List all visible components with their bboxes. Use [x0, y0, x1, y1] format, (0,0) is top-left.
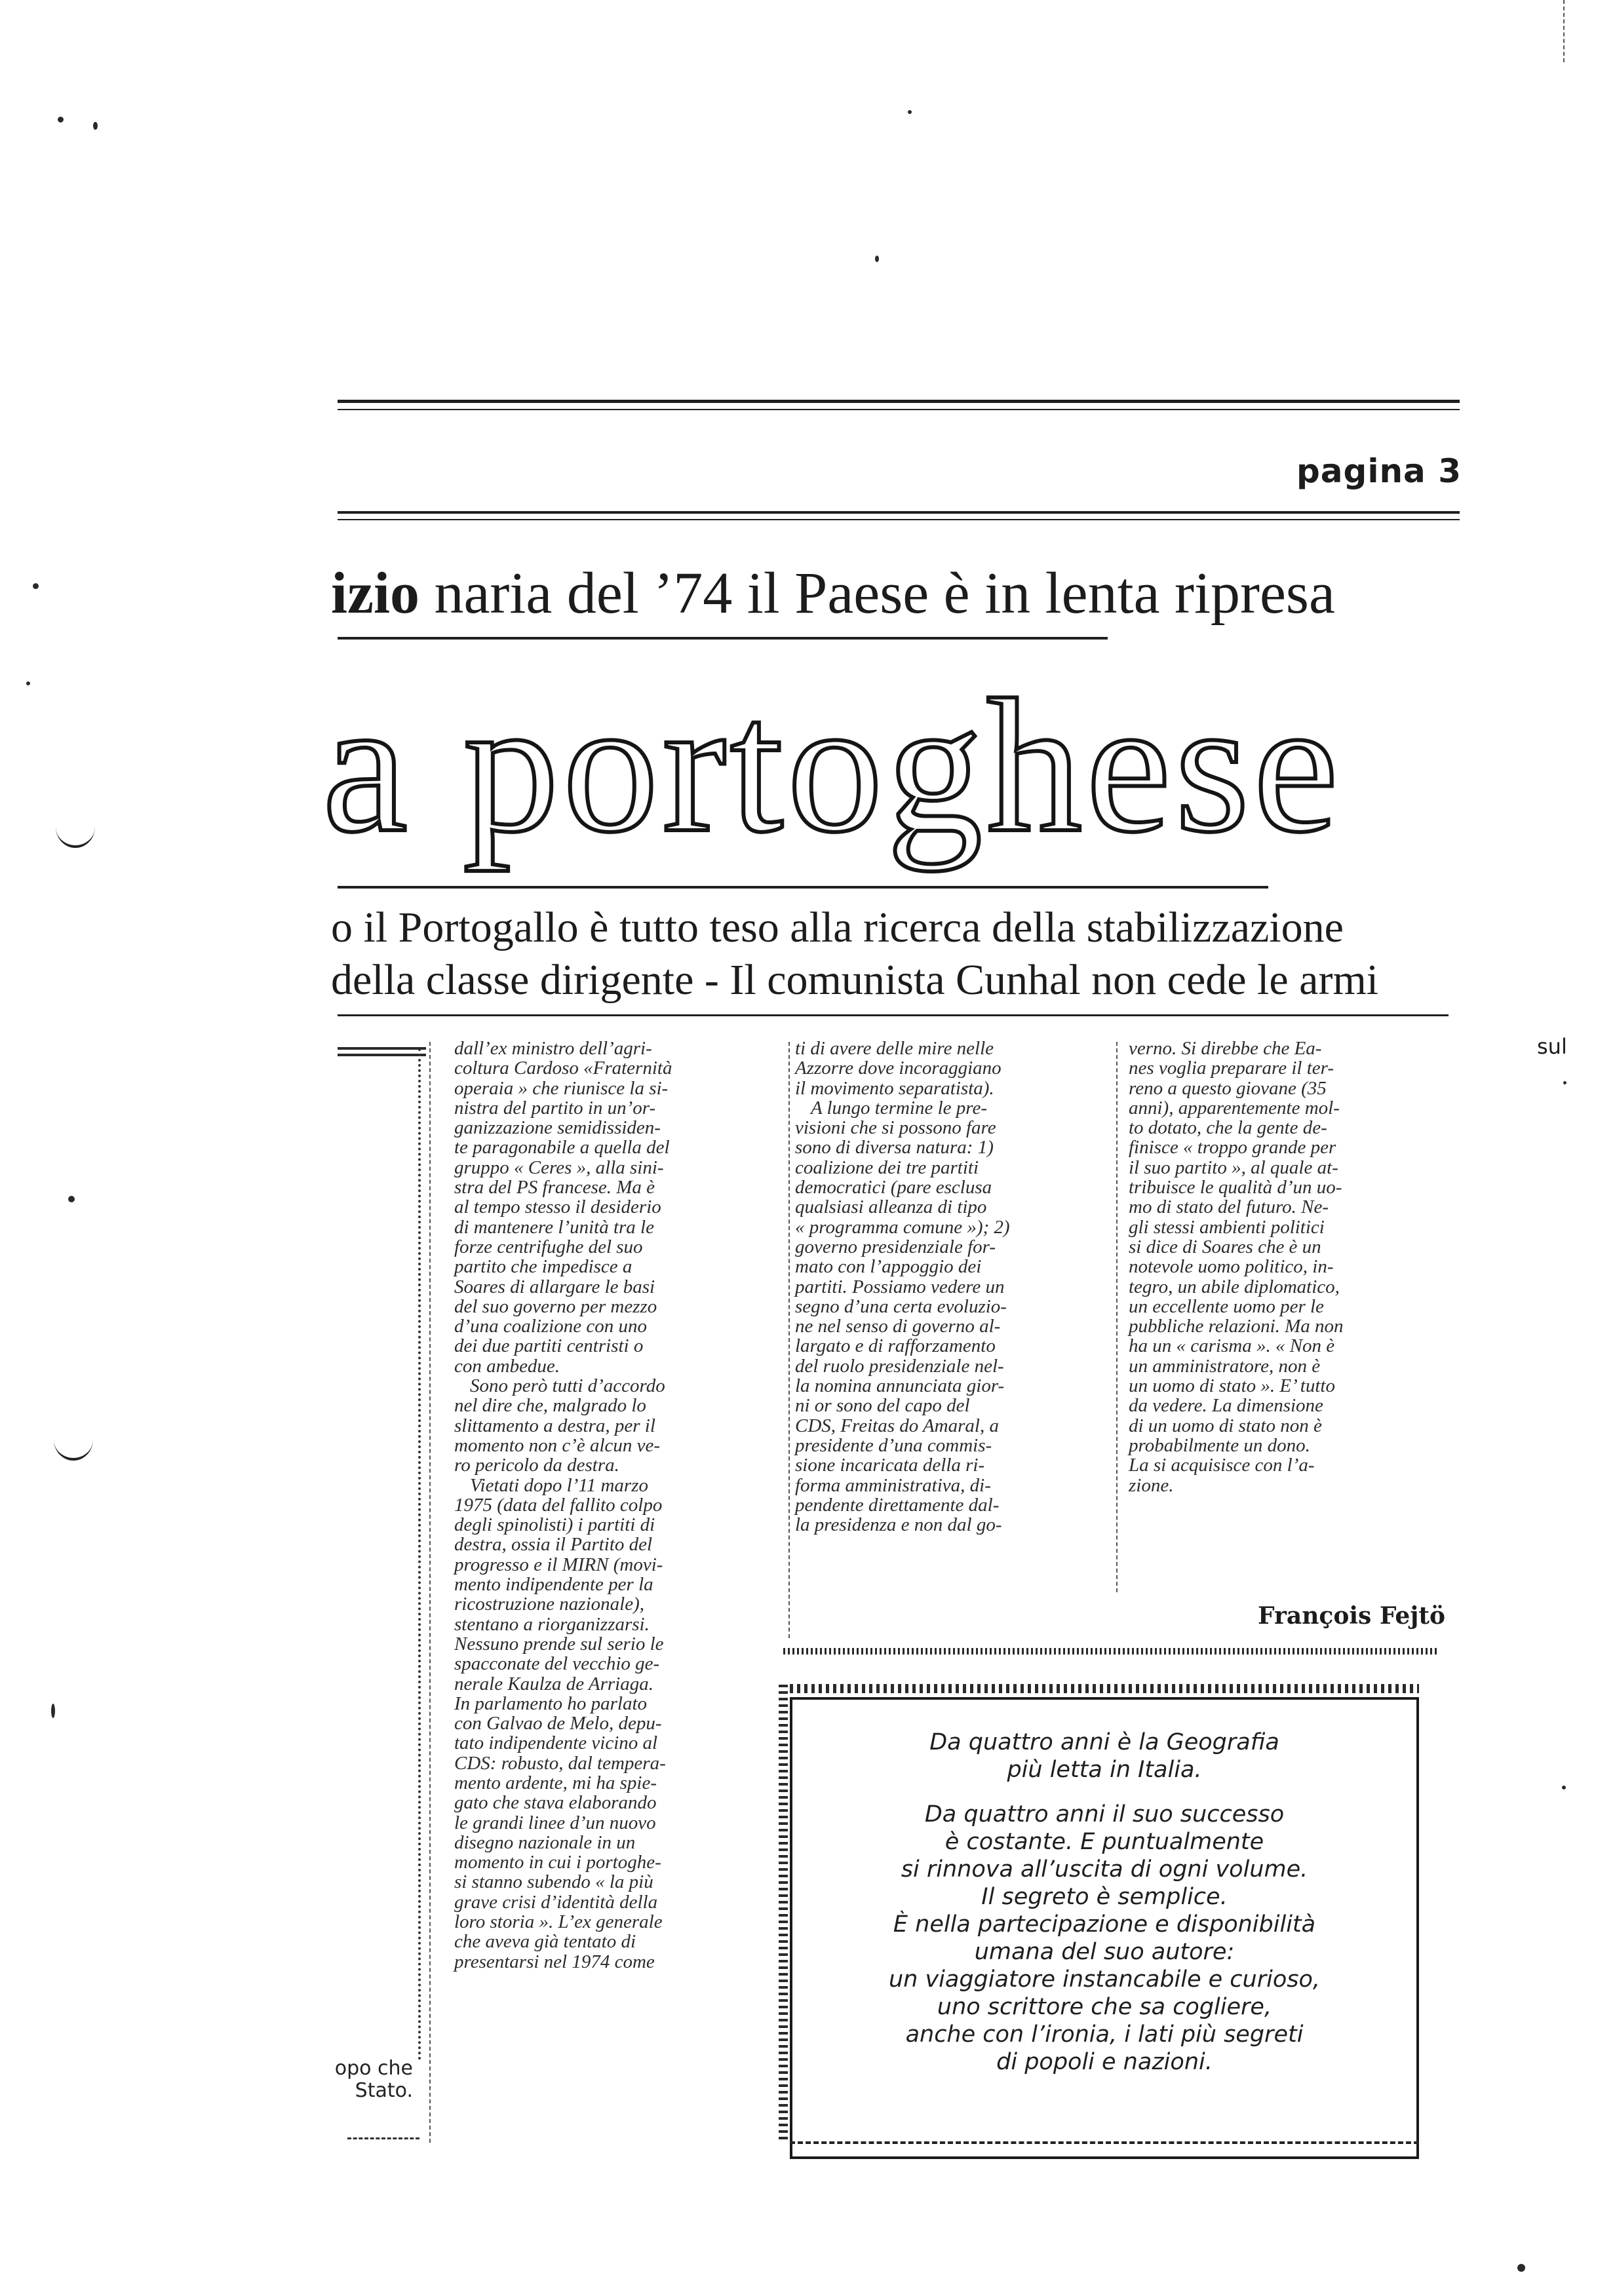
- text-line: A lungo termine le pre-: [811, 1097, 988, 1119]
- text-line: un uomo di stato ». E’ tutto: [1129, 1375, 1335, 1397]
- main-headline: a portoghese: [322, 660, 1342, 872]
- text-line: ganizzazione semidissiden-: [454, 1117, 661, 1139]
- text-line: In parlamento ho parlato: [454, 1693, 648, 1714]
- text-line: tribuisce le qualità d’un uo-: [1129, 1177, 1342, 1198]
- page-number-label: pagina 3: [1296, 452, 1462, 490]
- column-separator: [1116, 1042, 1118, 1592]
- text-line: nes voglia preparare il ter-: [1129, 1058, 1334, 1079]
- text-line: mato con l’appoggio dei: [795, 1256, 982, 1278]
- text-line: nel dire che, malgrado lo: [454, 1395, 646, 1417]
- text-line: verno. Si direbbe che Ea-: [1129, 1038, 1322, 1059]
- scan-speck: [33, 583, 39, 589]
- scan-speck: [51, 1704, 55, 1718]
- ad-line: Da quattro anni il suo successo: [924, 1801, 1285, 1827]
- text-line: d’una coalizione con uno: [454, 1316, 647, 1337]
- text-line: La si acquisisce con l’a-: [1129, 1455, 1315, 1476]
- text-line: forze centrifughe del suo: [454, 1236, 643, 1257]
- text-line: da vedere. La dimensione: [1129, 1395, 1323, 1417]
- text-line: il suo partito », al quale at-: [1129, 1157, 1338, 1178]
- text-line: gato che stava elaborando: [454, 1792, 657, 1814]
- text-line: reno a questo giovane (35: [1129, 1077, 1327, 1099]
- text-line: Sono però tutti d’accordo: [470, 1375, 665, 1397]
- masthead-top-rule: [338, 400, 1460, 403]
- text-line: il movimento separatista).: [795, 1077, 994, 1099]
- text-line: presentarsi nel 1974 come: [454, 1951, 655, 1972]
- scan-speck: [58, 117, 64, 123]
- scan-speck: [1563, 1081, 1566, 1084]
- subhead-underline: [338, 1014, 1449, 1016]
- author-signature: François Fejtö: [1258, 1602, 1445, 1630]
- column-separator: [788, 1042, 790, 1638]
- ad-line: Il segreto è semplice.: [981, 1884, 1228, 1910]
- article-column-3: [1129, 1039, 1344, 1495]
- text-line: notevole uomo politico, in-: [1129, 1256, 1334, 1278]
- text-line: largato e di rafforzamento: [795, 1335, 996, 1357]
- text-line: la presidenza e non dal go-: [795, 1514, 1002, 1536]
- text-line: spacconate del vecchio ge-: [454, 1653, 660, 1675]
- ad-line: un viaggiatore instancabile e curioso,: [888, 1966, 1321, 1993]
- ad-line: uno scrittore che sa cogliere,: [937, 1994, 1272, 2020]
- scan-curve-mark: [54, 1419, 93, 1461]
- scan-speck: [26, 681, 30, 685]
- text-line: partiti. Possiamo vedere un: [795, 1276, 1005, 1297]
- text-line: qualsiasi alleanza di tipo: [795, 1196, 987, 1218]
- page-header-rule-thin: [338, 519, 1460, 520]
- ad-line: di popoli e nazioni.: [996, 2049, 1213, 2075]
- scan-speck: [875, 256, 879, 262]
- article-column-1: [454, 1039, 672, 1972]
- text-line: stentano a riorganizzarsi.: [454, 1613, 650, 1635]
- ad-line: È nella partecipazione e disponibilità: [893, 1911, 1316, 1938]
- text-line: ti di avere delle mire nelle: [795, 1038, 994, 1059]
- text-line: sono di diversa natura: 1): [795, 1137, 994, 1158]
- text-line: al tempo stesso il desiderio: [454, 1196, 661, 1218]
- text-line: del suo governo per mezzo: [454, 1295, 657, 1317]
- cropped-line: opo che: [334, 2057, 413, 2080]
- text-line: ro pericolo da destra.: [454, 1455, 619, 1476]
- text-line: disegno nazionale in un: [454, 1831, 636, 1853]
- text-line: nistra del partito in un’or-: [454, 1097, 656, 1119]
- text-line: visioni che si possono fare: [795, 1117, 996, 1139]
- text-line: di mantenere l’unità tra le: [454, 1216, 654, 1238]
- text-line: ha un « carisma ». « Non è: [1129, 1335, 1335, 1357]
- text-line: del ruolo presidenziale nel-: [795, 1355, 1004, 1377]
- text-line: pubbliche relazioni. Ma non: [1129, 1316, 1344, 1337]
- text-line: finisce « troppo grande per: [1129, 1137, 1336, 1158]
- advertisement-text: [793, 1729, 1416, 2076]
- subhead-line-2: della classe dirigente - Il comunista Cunhal non cede le armi: [331, 956, 1379, 1004]
- scan-speck: [93, 122, 98, 130]
- masthead-top-rule-thin: [338, 409, 1460, 410]
- text-line: un amministratore, non è: [1129, 1355, 1321, 1377]
- text-line: nerale Kaulza de Arriaga.: [454, 1673, 653, 1694]
- page-header-rule: [338, 511, 1460, 514]
- cropped-column-fragment: [318, 2057, 413, 2102]
- scan-speck: [1517, 2264, 1525, 2272]
- ad-line: si rinnova all’uscita di ogni volume.: [901, 1856, 1308, 1883]
- text-line: slittamento a destra, per il: [454, 1415, 655, 1436]
- text-line: tato indipendente vicino al: [454, 1732, 658, 1754]
- crop-line: [1563, 0, 1565, 62]
- ad-line: è costante. E puntualmente: [944, 1829, 1264, 1855]
- text-line: un eccellente uomo per le: [1129, 1295, 1324, 1317]
- ad-line: umana del suo autore:: [974, 1939, 1235, 1965]
- text-line: la nomina annunciata gior-: [795, 1375, 1005, 1397]
- text-line: mento indipendente per la: [454, 1574, 653, 1596]
- text-line: progresso e il MIRN (movi-: [454, 1554, 663, 1575]
- headline-underline: [338, 886, 1268, 889]
- text-line: « programma comune »); 2): [795, 1216, 1010, 1238]
- text-line: pendente direttamente dal-: [795, 1494, 1000, 1516]
- ad-bottom-rule: [790, 2141, 1419, 2144]
- text-line: le grandi linee d’un nuovo: [454, 1812, 656, 1833]
- text-line: democratici (pare esclusa: [795, 1177, 992, 1198]
- cropped-column-footer-rule: [347, 2137, 419, 2139]
- text-line: di un uomo di stato non è: [1129, 1415, 1322, 1436]
- text-line: partito che impedisce a: [454, 1256, 632, 1278]
- text-line: governo presidenziale for-: [795, 1236, 996, 1257]
- text-line: mento ardente, mi ha spie-: [454, 1772, 657, 1793]
- text-line: momento non c’è alcun ve-: [454, 1434, 661, 1456]
- margin-fragment: sul: [1537, 1034, 1567, 1059]
- text-line: dall’ex ministro dell’agri-: [454, 1038, 652, 1059]
- text-line: tegro, un abile diplomatico,: [1129, 1276, 1340, 1297]
- scan-curve-mark: [56, 806, 95, 848]
- kicker-underline: [338, 637, 1108, 640]
- text-line: Vietati dopo l’11 marzo: [470, 1474, 648, 1496]
- text-line: sione incaricata della ri-: [795, 1455, 985, 1476]
- text-line: to dotato, che la gente de-: [1129, 1117, 1327, 1139]
- text-line: zione.: [1129, 1474, 1174, 1496]
- text-line: gruppo « Ceres », alla sini-: [454, 1157, 664, 1178]
- kicker-fragment: izio: [331, 561, 419, 626]
- text-line: con ambedue.: [454, 1355, 560, 1377]
- text-line: che aveva già tentato di: [454, 1931, 636, 1953]
- text-line: dei due partiti centristi o: [454, 1335, 644, 1357]
- ad-line: più letta in Italia.: [1007, 1757, 1202, 1783]
- text-line: anni), apparentemente mol-: [1129, 1097, 1340, 1119]
- text-line: ni or sono del capo del: [795, 1395, 970, 1417]
- article-column-2: [795, 1039, 1010, 1535]
- text-line: operaia » che riunisce la si-: [454, 1077, 669, 1099]
- text-line: degli spinolisti) i partiti di: [454, 1514, 655, 1536]
- text-line: grave crisi d’identità della: [454, 1891, 658, 1913]
- ad-separator-rule: [783, 1648, 1439, 1655]
- cropped-column-edge: [412, 1048, 421, 2061]
- scan-speck: [908, 110, 912, 114]
- kicker-text: naria del ’74 il Paese è in lenta ripresa: [434, 561, 1335, 626]
- scan-speck: [1562, 1786, 1566, 1789]
- text-line: CDS, Freitas do Amaral, a: [795, 1415, 999, 1436]
- text-line: Soares di allargare le basi: [454, 1276, 655, 1297]
- text-line: destra, ossia il Partito del: [454, 1534, 653, 1556]
- text-line: ricostruzione nazionale),: [454, 1594, 644, 1615]
- cropped-line: Stato.: [355, 2079, 413, 2102]
- text-line: 1975 (data del fallito colpo: [454, 1494, 663, 1516]
- text-line: forma amministrativa, di-: [795, 1474, 991, 1496]
- text-line: ne nel senso di governo al-: [795, 1316, 1001, 1337]
- text-line: probabilmente un dono.: [1129, 1434, 1310, 1456]
- ad-line: anche con l’ironia, i lati più segreti: [905, 2021, 1304, 2048]
- text-line: coalizione dei tre partiti: [795, 1157, 979, 1178]
- text-line: CDS: robusto, dal tempera-: [454, 1752, 666, 1774]
- text-line: presidente d’una commis-: [795, 1434, 992, 1456]
- text-line: stra del PS francese. Ma è: [454, 1177, 655, 1198]
- ad-top-edge: [790, 1684, 1419, 1693]
- text-line: Azzorre dove incoraggiano: [795, 1058, 1002, 1079]
- text-line: Nessuno prende sul serio le: [454, 1633, 664, 1655]
- text-line: mo di stato del futuro. Ne-: [1129, 1196, 1329, 1218]
- text-line: con Galvao de Melo, depu-: [454, 1713, 662, 1734]
- text-line: gli stessi ambienti politici: [1129, 1216, 1325, 1238]
- kicker-headline: [331, 561, 1485, 626]
- ad-line: Da quattro anni è la Geografia: [929, 1729, 1279, 1755]
- text-line: momento in cui i portoghe-: [454, 1852, 661, 1873]
- text-line: si stanno subendo « la più: [454, 1871, 653, 1893]
- text-line: loro storia ». L’ex generale: [454, 1911, 663, 1933]
- text-line: te paragonabile a quella del: [454, 1137, 670, 1158]
- text-line: si dice di Soares che è un: [1129, 1236, 1321, 1257]
- ad-left-edge: [779, 1681, 788, 2139]
- subhead-line-1: o il Portogallo è tutto teso alla ricerca della stabilizzazione: [331, 904, 1344, 951]
- text-line: coltura Cardoso «Fraternità: [454, 1058, 672, 1079]
- text-line: segno d’una certa evoluzio-: [795, 1295, 1007, 1317]
- scan-speck: [68, 1196, 75, 1202]
- column-separator: [429, 1042, 431, 2143]
